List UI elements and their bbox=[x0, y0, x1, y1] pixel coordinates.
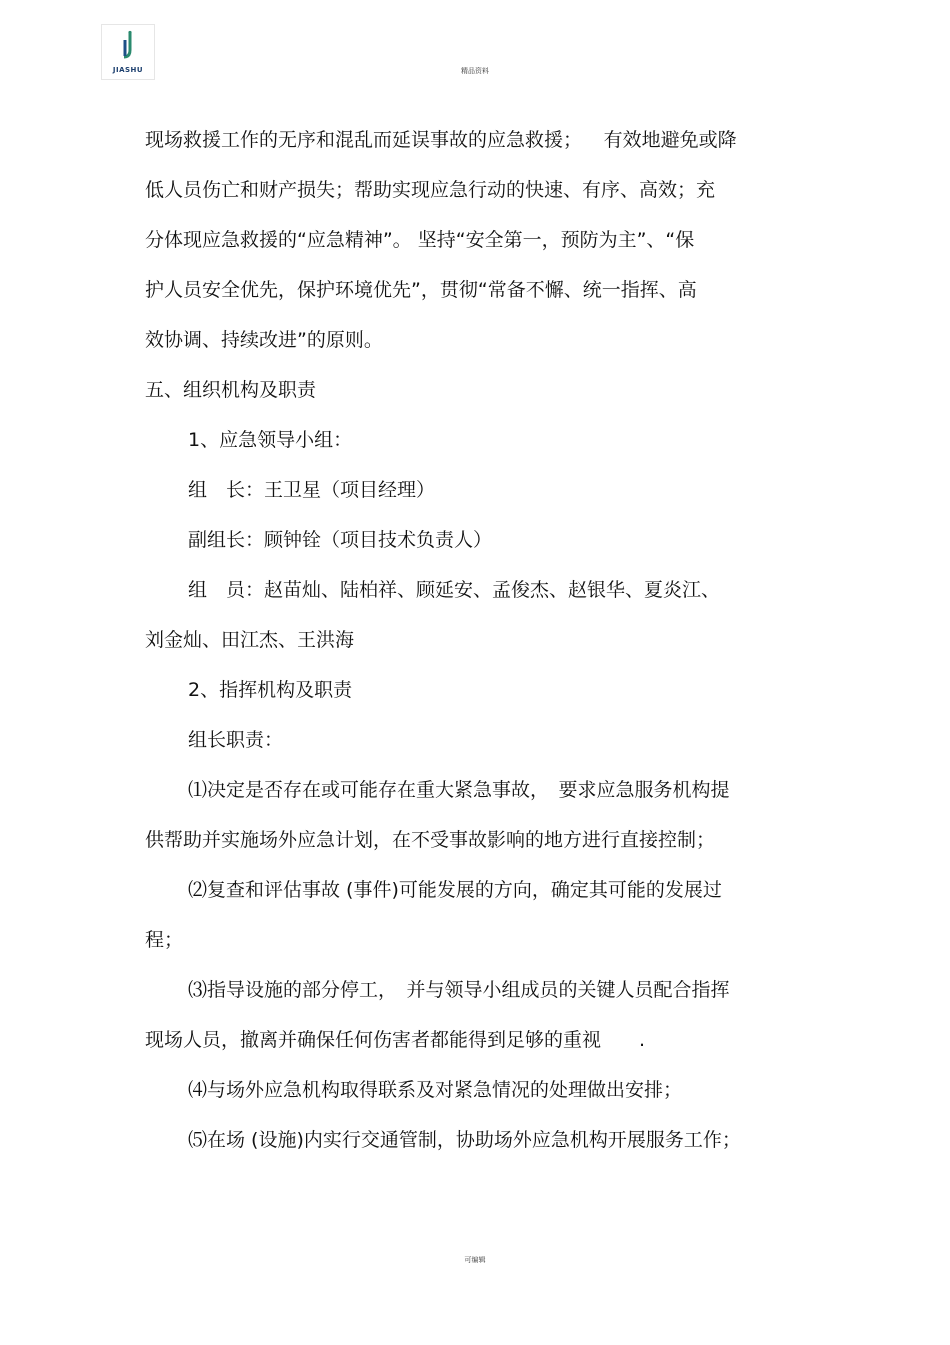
body-line: 组 长：王卫星（项目经理） bbox=[188, 479, 436, 501]
body-line: 刘金灿、田江杰、王洪海 bbox=[145, 629, 355, 651]
body-line: 组长职责： bbox=[188, 729, 284, 751]
company-logo bbox=[101, 24, 155, 80]
footer-note: 可编辑 bbox=[464, 1256, 486, 1264]
body-line: 低人员伤亡和财产损失；帮助实现应急行动的快速、有序、高效；充 bbox=[145, 179, 716, 201]
list-item: ⑷与场外应急机构取得联系及对紧急情况的处理做出安排； bbox=[188, 1079, 683, 1101]
body-line: 现场救援工作的无序和混乱而延误事故的应急救援； 有效地避免或降 bbox=[145, 129, 737, 151]
logo-text: JIASHU bbox=[112, 66, 144, 74]
body-line: 效协调、持续改进”的原则。 bbox=[145, 329, 383, 351]
list-item: ⑴决定是否存在或可能存在重大紧急事故， 要求应急服务机构提 bbox=[188, 779, 730, 801]
subsection-heading: 2、指挥机构及职责 bbox=[188, 679, 353, 701]
subsection-heading: 1、应急领导小组： bbox=[188, 429, 353, 451]
header-note: 精品资料 bbox=[461, 67, 489, 75]
body-line: 护人员安全优先，保护环境优先”，贯彻“常备不懈、统一指挥、高 bbox=[145, 279, 697, 301]
list-item: ⑶指导设施的部分停工， 并与领导小组成员的关键人员配合指挥 bbox=[188, 979, 730, 1001]
body-line: 组 员：赵苗灿、陆柏祥、顾延安、孟俊杰、赵银华、夏炎江、 bbox=[188, 579, 721, 601]
list-item: ⑸在场 (设施)内实行交通管制，协助场外应急机构开展服务工作； bbox=[188, 1129, 741, 1151]
list-item: ⑵复查和评估事故 (事件)可能发展的方向，确定其可能的发展过 bbox=[188, 879, 722, 901]
list-item-continuation: 程； bbox=[145, 929, 184, 951]
section-heading: 五、组织机构及职责 bbox=[145, 379, 317, 401]
body-line: 分体现应急救援的“应急精神”。 坚持“安全第一，预防为主”、“保 bbox=[145, 229, 695, 251]
body-line: 副组长：顾钟铨（项目技术负责人） bbox=[188, 529, 493, 551]
logo-mark-icon bbox=[114, 30, 144, 66]
list-item-continuation: 供帮助并实施场外应急计划，在不受事故影响的地方进行直接控制； bbox=[145, 829, 716, 851]
list-item-continuation: 现场人员，撤离并确保任何伤害者都能得到足够的重视 . bbox=[145, 1029, 646, 1051]
